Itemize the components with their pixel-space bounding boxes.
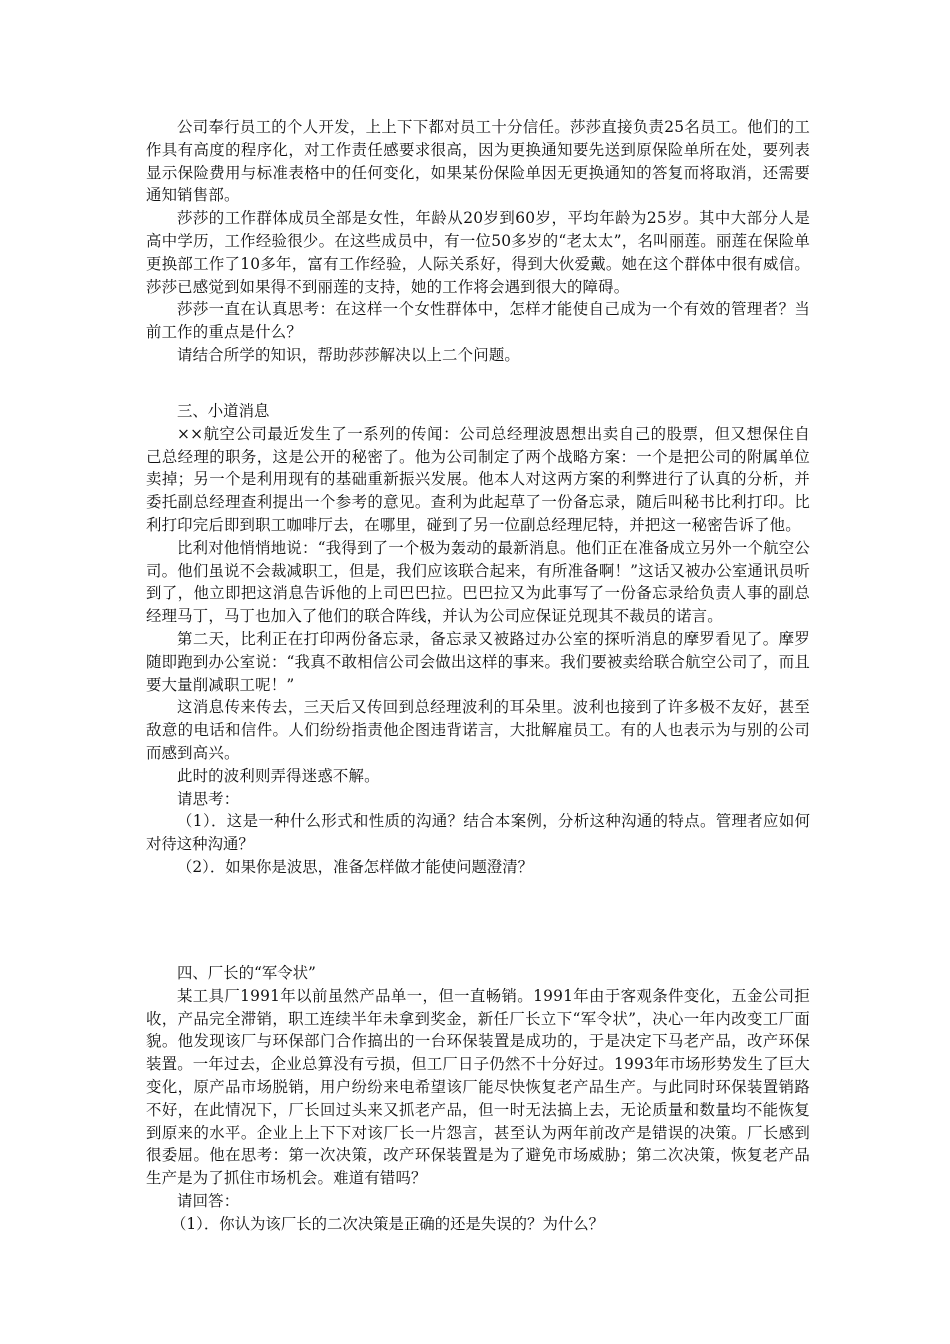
section3 [146, 400, 810, 879]
paragraph: 某工具厂1991年以前虽然产品单一，但一直畅销。1991年由于客观条件变化，五金公司拒收，产品完全滞销，职工连续半年未拿到奖金，新任厂长立下“军令状”，决心一年内改变工厂面貌。他发现该厂与环保部门合作搞出的一台环保装置是成功的，于是决定下马老产品，改产环保装置。一年过去，企业总算没有亏损，但工厂日子仍然不十分好过。1993年市场形势发生了巨大变化，原产品市场脱销，用户纷纷来电希望该厂能尽快恢复老产品生产。与此同时环保装置销路不好，在此情况下，厂长回过头来又抓老产品，但一时无法搞上去，无论质量和数量均不能恢复到原来的水平。企业上上下下对该厂长一片怨言，甚至认为两年前改产是错误的决策。厂长感到很委屈。他在思考：第一次决策，改产环保装置是为了避免市场威胁；第二次决策，恢复老产品生产是为了抓住市场机会。难道有错吗？ [146, 986, 810, 1188]
paragraph: 莎莎一直在认真思考：在这样一个女性群体中，怎样才能使自己成为一个有效的管理者？当前工作的重点是什么？ [146, 300, 810, 342]
section4 [146, 962, 810, 1236]
section-heading: 四、厂长的“军令状” [177, 964, 316, 982]
paragraph: 这消息传来传去，三天后又传回到总经理波利的耳朵里。波利也接到了许多极不友好，甚至敌意的电话和信件。人们纷纷指责他企图违背诺言，大批解雇员工。有的人也表示为与别的公司而感到高兴。 [146, 698, 810, 762]
paragraph: 莎莎的工作群体成员全部是女性，年龄从20岁到60岁，平均年龄为25岁。其中大部分人是高中学历，工作经验很少。在这些成员中，有一位50多岁的“老太太”，名叫丽莲。丽莲在保险单更换部工作了10多年，富有工作经验，人际关系好，得到大伙爱戴。她在这个群体中很有威信。莎莎已感觉到如果得不到丽莲的支持，她的工作将会遇到很大的障碍。 [146, 209, 810, 296]
question: （1）．这是一种什么形式和性质的沟通？结合本案例，分析这种沟通的特点。管理者应如何对待这种沟通？ [146, 812, 810, 854]
section2-tail [146, 116, 810, 367]
paragraph: 此时的波利则弄得迷惑不解。 [177, 766, 380, 785]
paragraph: 请结合所学的知识，帮助莎莎解决以上二个问题。 [177, 345, 520, 364]
paragraph: 公司奉行员工的个人开发，上上下下都对员工十分信任。莎莎直接负责25名员工。他们的工作具有高度的程序化，对工作责任感要求很高，因为更换通知要先送到原保险单所在处，要列表显示保险费用与标准表格中的任何变化，如果某份保险单因无更换通知的答复而将取消，还需要通知销售部。 [146, 118, 810, 205]
question: （2）．如果你是波思，准备怎样做才能使问题澄清？ [177, 857, 534, 876]
paragraph: 请思考： [177, 789, 240, 808]
paragraph: ××航空公司最近发生了一系列的传闻：公司总经理波恩想出卖自己的股票，但又想保住自己总经理的职务，这是公开的秘密了。他为公司制定了两个战略方案：一个是把公司的附属单位卖掉；另一个是利用现有的基础重新振兴发展。他本人对这两方案的利弊进行了认真的分析，并委托副总经理查利提出一个参考的意见。查利为此起草了一份备忘录，随后叫秘书比利打印。比利打印完后即到职工咖啡厅去，在哪里，碰到了另一位副总经理尼特，并把这一秘密告诉了他。 [146, 424, 810, 534]
paragraph: 请回答： [177, 1191, 240, 1210]
question: （1）．你认为该厂长的二次决策是正确的还是失误的？为什么？ [171, 1214, 605, 1233]
paragraph: 比利对他悄悄地说：“我得到了一个极为轰动的最新消息。他们正在准备成立另外一个航空公司。他们虽说不会裁减职工，但是，我们应该联合起来，有所准备啊！”这话又被办公室通讯员听到了，他立即把这消息告诉他的上司巴巴拉。巴巴拉又为此事写了一份备忘录给负责人事的副总经理马丁，马丁也加入了他们的联合阵线，并认为公司应保证兑现其不裁员的诺言。 [146, 538, 810, 626]
section-heading: 三、小道消息 [177, 402, 270, 420]
paragraph: 第二天，比利正在打印两份备忘录，备忘录又被路过办公室的探听消息的摩罗看见了。摩罗随即跑到办公室说：“我真不敢相信公司会做出这样的事来。我们要被卖给联合航空公司了，而且要大量削减职工呢！” [146, 629, 810, 694]
